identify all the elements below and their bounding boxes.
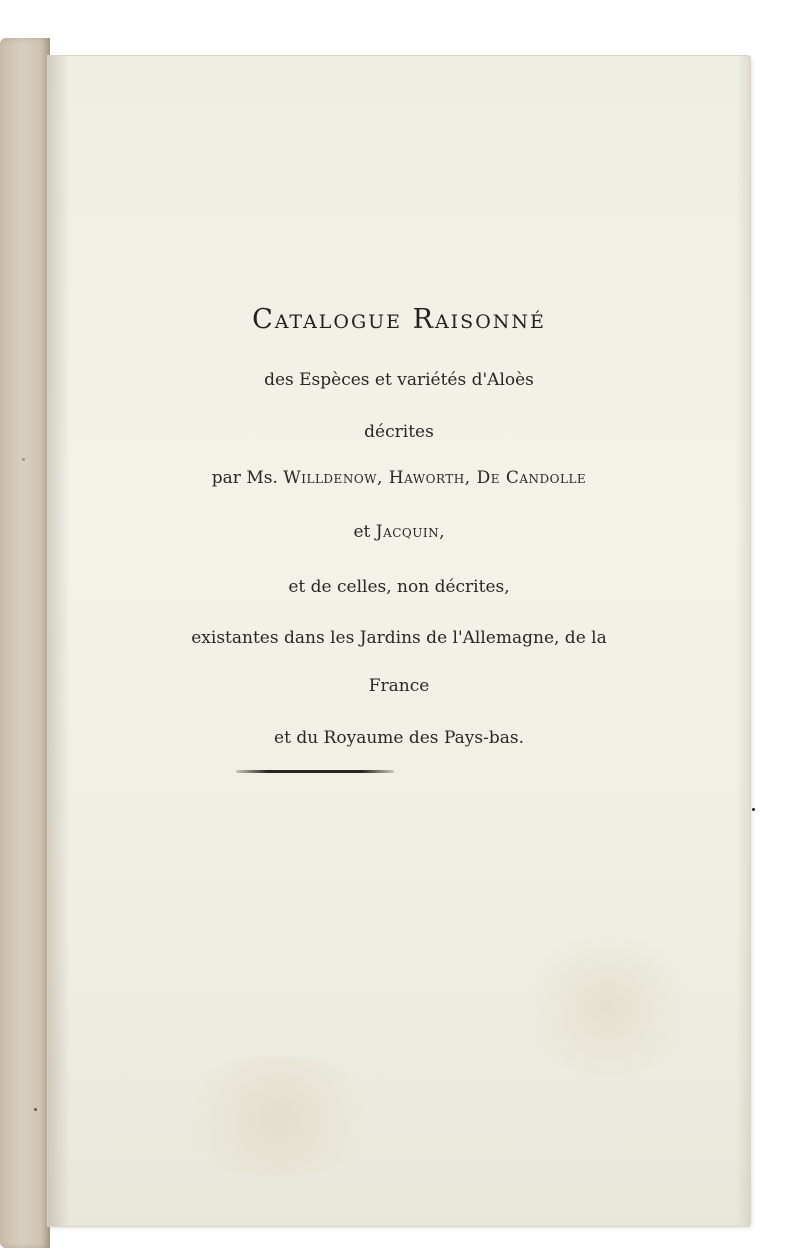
jacquin-prefix: et <box>353 522 376 542</box>
jacquin-name: Jacquin <box>375 522 440 542</box>
authors-line <box>48 468 750 488</box>
subtitle-line-8: et du Royaume des Pays-bas. <box>274 728 524 748</box>
subtitle-line-5: et de celles, non décrites, <box>288 577 510 597</box>
foxing-stain <box>168 1056 388 1176</box>
stray-mark <box>752 808 755 811</box>
subtitle-line-7: France <box>368 676 430 696</box>
authors-names: Willdenow, Haworth, De Candolle <box>283 468 587 488</box>
author-jacquin-line <box>48 522 750 542</box>
title-page <box>48 56 750 1226</box>
book-title: Catalogue Raisonné <box>252 304 546 335</box>
jacquin-suffix: , <box>439 522 445 542</box>
decorative-rule <box>236 770 394 773</box>
foxing-stain <box>518 936 698 1076</box>
subtitle-line-1: des Espèces et variétés d'Aloès <box>264 370 534 390</box>
subtitle-line-6: existantes dans les Jardins de l'Allemagne, de la <box>191 628 607 648</box>
spine-speck <box>22 458 25 461</box>
subtitle-line-2: décrites <box>364 422 434 442</box>
book-spine <box>0 38 50 1248</box>
authors-prefix: par Ms. <box>211 468 284 488</box>
spine-speck <box>34 1108 37 1111</box>
